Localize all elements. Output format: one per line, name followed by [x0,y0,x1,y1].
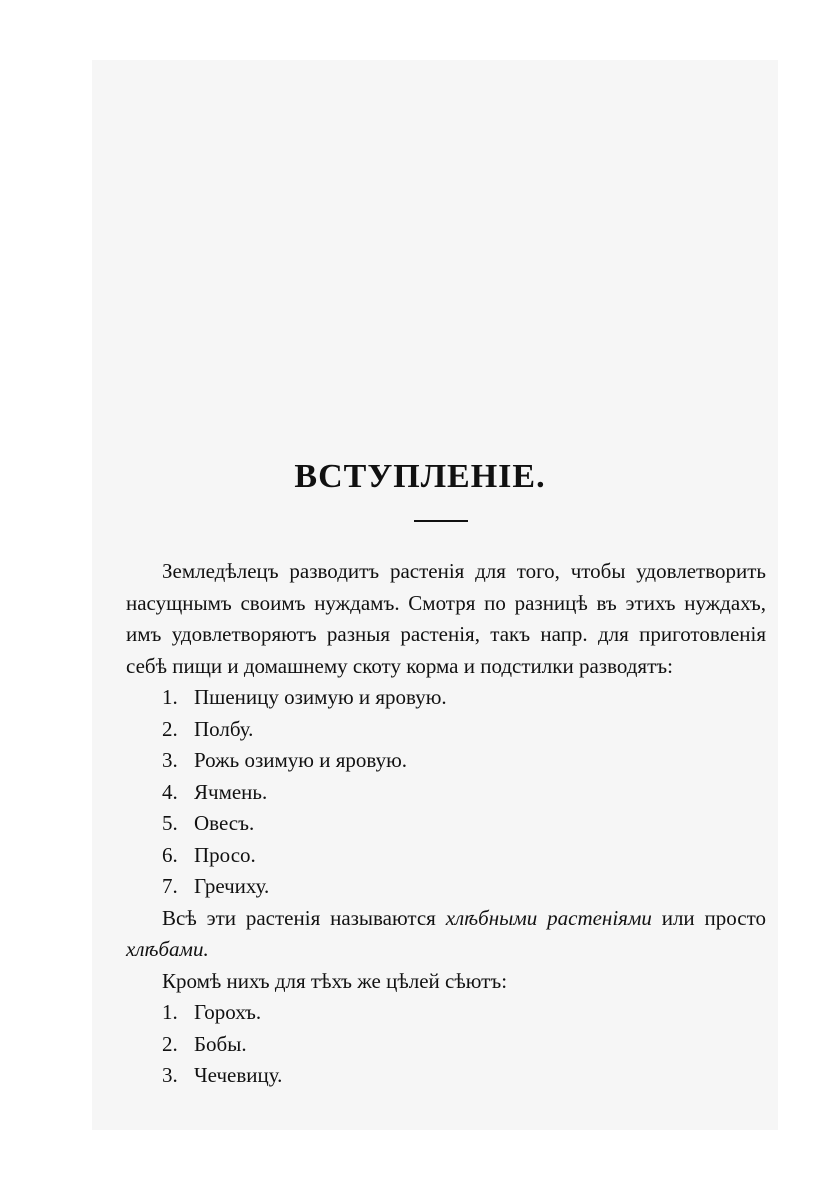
cereals-note-middle: или просто [651,905,766,930]
intro-paragraph: Земледѣлецъ разводитъ растенія для того, чтобы удовлетворить насущнымъ своимъ нуждамъ. Смотря по разницѣ въ этихъ нуждахъ, имъ удовлетворяютъ разныя растенія, такъ напр. для приготовленія себѣ пищи и домашнему скоту корма и подстилки разводятъ: [126,559,766,678]
term-grain-plants: хлѣбными растеніями [445,905,652,930]
list-item-text: Пшеницу озимую и яровую. [194,685,447,709]
heading-divider [414,520,468,522]
list-item [162,840,766,872]
list-item-number: 2. [162,716,178,741]
list-item [162,997,766,1029]
list-item [162,714,766,746]
chapter-heading: ВСТУПЛЕНІЕ. [294,458,546,495]
list-item-text: Горохъ. [194,1000,262,1024]
list-item [162,871,766,903]
list-item-number: 3. [162,748,178,772]
list-item-number: 7. [162,874,178,898]
list-item [162,682,766,714]
list-item [162,745,766,777]
list-item-number: 1. [162,685,178,709]
legumes-list [126,997,766,1092]
list-item-text: Рожь озимую и яровую. [194,748,408,772]
list-item-number: 2. [162,1031,178,1056]
list-item-text: Полбу. [194,716,254,741]
list-item-number: 6. [162,842,178,867]
list-item-number: 1. [162,1000,178,1024]
list-item [162,777,766,809]
cereals-note-start: Всѣ эти растенія называются [162,905,446,930]
legumes-intro: Кромѣ нихъ для тѣхъ же цѣлей сѣютъ: [162,968,508,993]
cereals-note [126,903,766,966]
list-item-number: 5. [162,811,178,835]
page-body [126,556,766,1092]
list-item-number: 3. [162,1063,178,1087]
list-item-text: Просо. [194,842,256,867]
cereals-list [126,682,766,903]
list-item [162,808,766,840]
list-item-text: Овесъ. [194,811,255,835]
list-item-text: Ячмень. [194,779,268,804]
list-item-number: 4. [162,779,178,804]
list-item-text: Гречиху. [194,874,270,898]
list-item [162,1060,766,1092]
term-grains: хлѣбами. [126,937,209,961]
list-item-text: Бобы. [194,1031,247,1056]
list-item-text: Чечевицу. [194,1063,283,1087]
list-item [162,1029,766,1061]
